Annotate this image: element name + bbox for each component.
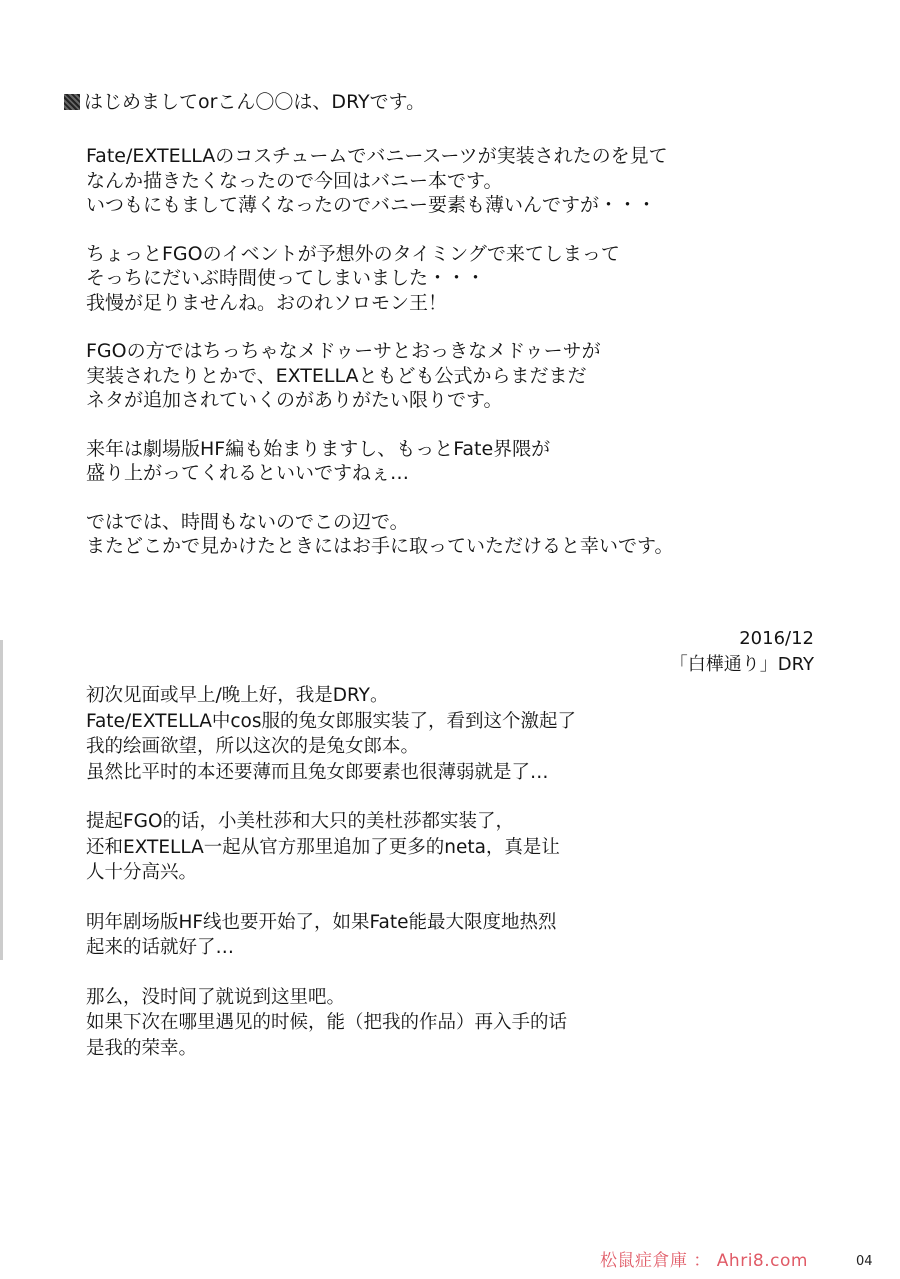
jp-heading (64, 90, 864, 114)
chinese-translation (86, 683, 866, 1061)
jp-line: 実装されたりとかで、EXTELLAともども公式からまだまだ (86, 364, 587, 387)
cn-line: 如果下次在哪里遇见的时候，能（把我的作品）再入手的话 (86, 1012, 568, 1033)
cn-line: 起来的话就好了… (86, 937, 235, 958)
jp-line: FGOの方ではちっちゃなメドゥーサとおっきなメドゥーサが (86, 340, 601, 362)
signature-circle: 「白樺通り」DRY (669, 654, 814, 675)
cn-line: 人十分高兴。 (86, 862, 198, 883)
jp-paragraph (86, 144, 864, 218)
signature (670, 626, 814, 678)
jp-heading-text: はじめましてorこん〇〇は、DRYです。 (84, 91, 426, 113)
jp-paragraph (86, 510, 864, 559)
japanese-afterword (64, 90, 864, 559)
jp-line: 来年は劇場版HF編も始まりますし、もっとFate界隈が (86, 437, 551, 460)
jp-line: いつもにもまして薄くなったのでバニー要素も薄いんですが・・・ (86, 194, 657, 216)
cn-line: 那么，没时间了就说到这里吧。 (86, 986, 346, 1008)
jp-line: ネタが追加されていくのがありがたい限りです。 (86, 389, 503, 411)
jp-paragraph (86, 339, 864, 413)
cn-line: 还和EXTELLA一起从官方那里追加了更多的neta，真是让 (86, 836, 560, 858)
cn-line: 明年剧场版HF线也要开始了，如果Fate能最大限度地热烈 (86, 911, 557, 933)
cn-line: 初次见面或早上/晚上好，我是DRY。 (86, 685, 389, 706)
cn-paragraph (86, 985, 866, 1062)
cn-line: 是我的荣幸。 (86, 1037, 198, 1059)
cn-paragraph (86, 809, 866, 886)
jp-line: そっちにだいぶ時間使ってしまいました・・・ (86, 267, 486, 289)
jp-line: ちょっとFGOのイベントが予想外のタイミングで来てしまって (86, 242, 620, 265)
jp-line: Fate/EXTELLAのコスチュームでバニースーツが実装されたのを見て (86, 145, 668, 167)
page-number: 04 (856, 1254, 873, 1269)
jp-line: 盛り上がってくれるといいですねぇ… (86, 462, 410, 484)
bullet-square-icon (64, 94, 80, 110)
signature-date: 2016/12 (739, 628, 814, 649)
cn-line: 虽然比平时的本还要薄而且兔女郎要素也很薄弱就是了… (86, 761, 549, 783)
cn-line: 提起FGO的话，小美杜莎和大只的美杜莎都实装了， (86, 811, 515, 832)
jp-line: ではでは、時間もないのでこの辺で。 (86, 510, 409, 533)
jp-paragraph (86, 437, 864, 486)
jp-line: またどこかで見かけたときにはお手に取っていただけると幸いです。 (86, 535, 674, 557)
page-edge-mark (0, 640, 3, 960)
jp-line: 我慢が足りませんね。おのれソロモン王！ (86, 291, 448, 314)
watermark: 松鼠症倉庫 ： Ahri8.com (600, 1251, 808, 1271)
jp-line: なんか描きたくなったので今回はバニー本です。 (86, 169, 503, 192)
cn-paragraph (86, 683, 866, 785)
cn-line: Fate/EXTELLA中cos服的兔女郎服实装了，看到这个激起了 (86, 710, 576, 732)
cn-line: 我的绘画欲望，所以这次的是兔女郎本。 (86, 736, 420, 757)
cn-paragraph (86, 910, 866, 961)
jp-paragraph (86, 242, 864, 316)
